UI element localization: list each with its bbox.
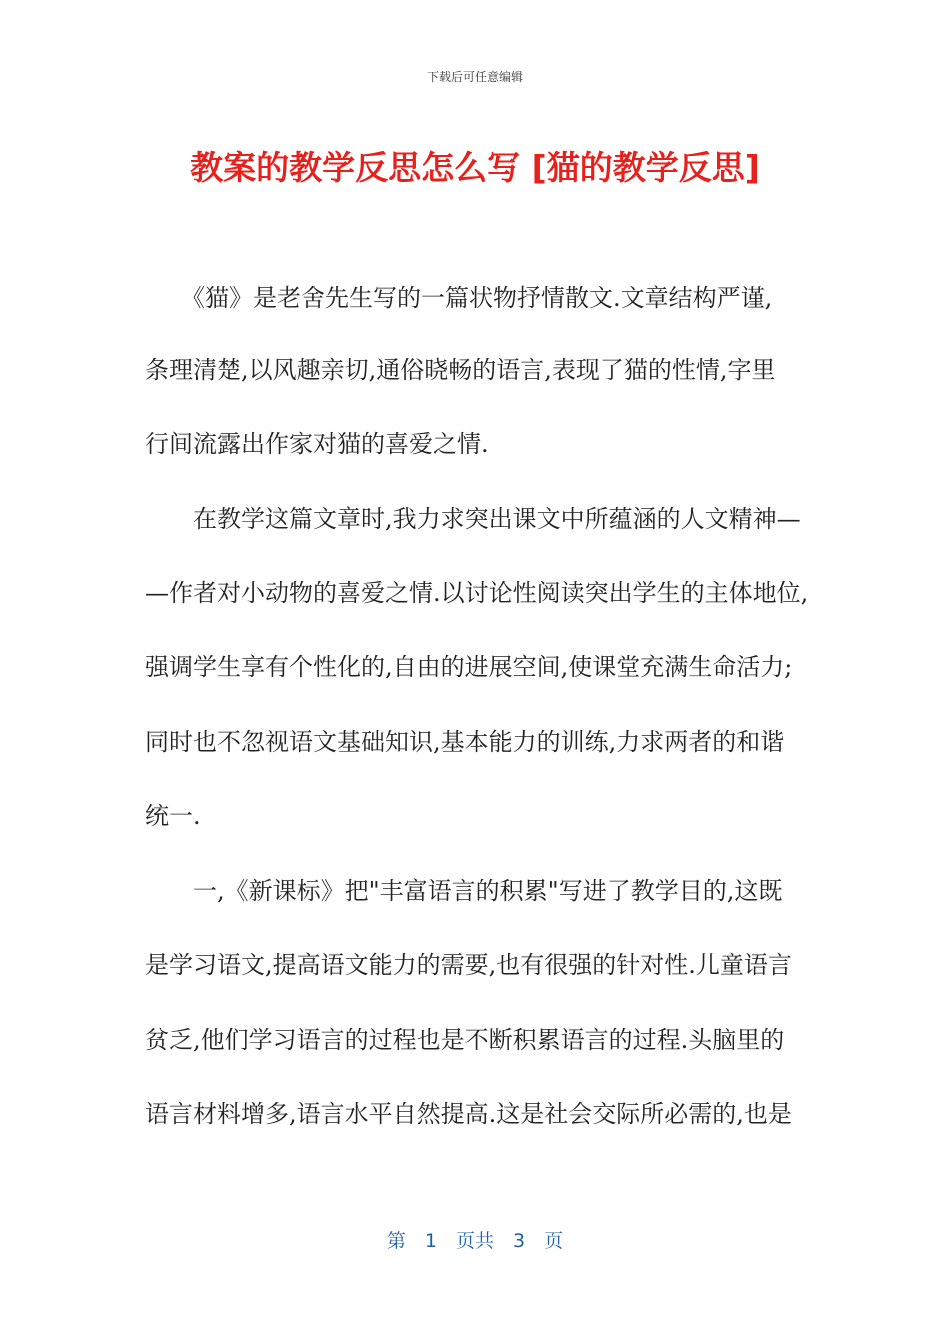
body-line: 在教学这篇文章时,我力求突出课文中所蕴涵的人文精神— — [145, 505, 801, 533]
header-note: 下载后可任意编辑 — [426, 70, 523, 84]
body-line: 同时也不忽视语文基础知识,基本能力的训练,力求两者的和谐 — [145, 728, 785, 756]
body-line: 一,《新课标》把"丰富语言的积累"写进了教学目的,这既 — [145, 877, 783, 905]
body-line: 贫乏,他们学习语言的过程也是不断积累语言的过程.头脑里的 — [145, 1026, 785, 1054]
body-line: 统一. — [145, 802, 201, 830]
body-line: 《猫》是老舍先生写的一篇状物抒情散文.文章结构严谨, — [145, 284, 773, 312]
body-line: 强调学生享有个性化的,自由的进展空间,使课堂充满生命活力; — [145, 653, 793, 681]
document-title: 教案的教学反思怎么写 [猫的教学反思] — [190, 148, 760, 187]
body-line: 条理清楚,以风趣亲切,通俗晓畅的语言,表现了猫的性情,字里 — [145, 356, 776, 384]
body-line: —作者对小动物的喜爱之情.以讨论性阅读突出学生的主体地位, — [145, 579, 809, 607]
page-footer: 第 1 页共 3 页 — [386, 1230, 564, 1252]
body-line: 是学习语文,提高语文能力的需要,也有很强的针对性.儿童语言 — [145, 951, 792, 979]
body-line: 行间流露出作家对猫的喜爱之情. — [145, 430, 489, 458]
body-line: 语言材料增多,语言水平自然提高.这是社会交际所必需的,也是 — [145, 1100, 792, 1128]
